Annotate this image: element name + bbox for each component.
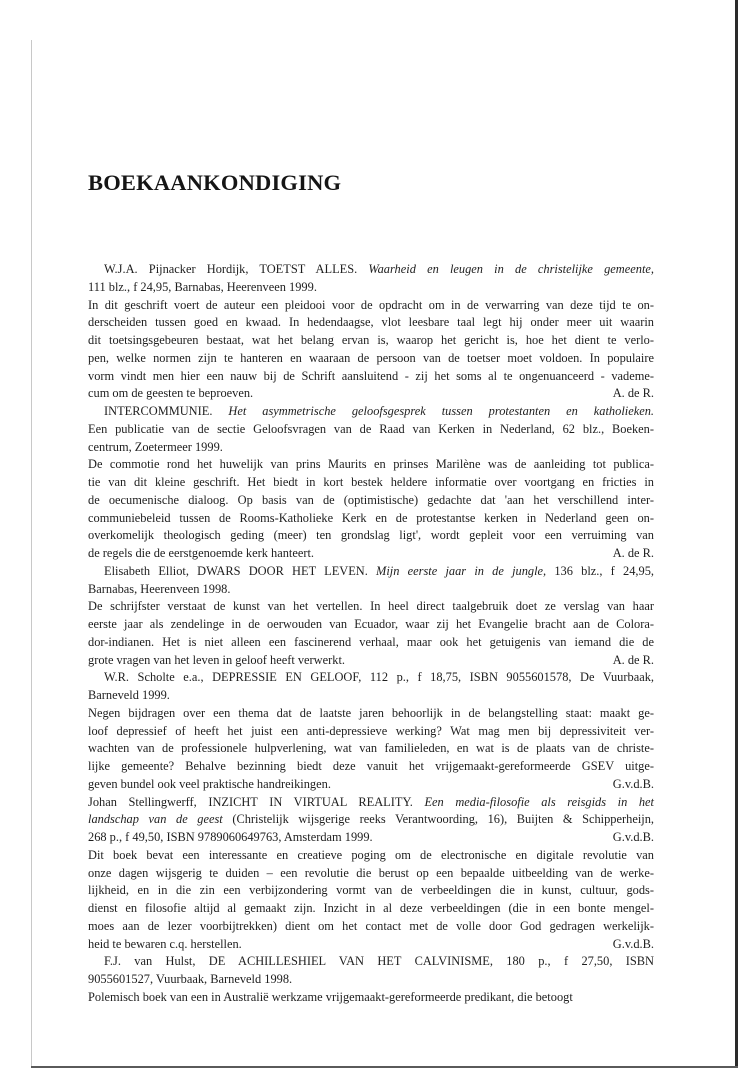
line-text: Johan Stellingwerff, INZICHT IN VIRTUAL REALITY. [88, 794, 425, 809]
italic-title: landschap van de geest [88, 812, 223, 827]
text-line [88, 705, 654, 723]
reviewer-initials: A. de R. [612, 546, 654, 560]
review-text [88, 261, 654, 1007]
line-text: onze dagen wijsgerig te duiden – een revolutie die berust op een bepaalde uitbeelding van de werke- [88, 865, 654, 880]
line-text: derscheiden tussen goed en kwaad. In hedendaagse, vlot leesbare taal legt hij onder meer uit waarin [88, 315, 654, 330]
line-text: dit toetsingsgebeuren bestaat, wat het belang ervan is, waarop het gericht is, hoe het dient te verlo- [88, 333, 654, 347]
text-line [88, 456, 654, 474]
text-line [88, 794, 654, 812]
line-text: geven bundel ook veel praktische handreikingen. [88, 776, 331, 791]
italic-title: Waarheid en leugen in de christelijke gemeente, [368, 262, 654, 276]
reviewer-initials: G.v.d.B. [612, 936, 654, 951]
text-line [88, 279, 654, 297]
line-text: De commotie rond het huwelijk van prins Maurits en prinses Marilène was de aanleiding tot publica- [88, 457, 654, 472]
line-text: Barnabas, Heerenveen 1998. [88, 581, 231, 596]
text-line [88, 368, 654, 386]
text-line [88, 261, 654, 279]
text-line [88, 314, 654, 332]
text-line [88, 403, 654, 421]
text-line [88, 989, 654, 1007]
line-text: loof depressief of heeft het juist een anti-depressieve werking? Wat mag men bij depressiviteit ver- [88, 723, 654, 738]
line-text: pen, welke normen zijn te hanteren en waaraan de persoon van de toetser moet voldoen. In populaire [88, 350, 654, 365]
text-line [88, 865, 654, 883]
text-line [88, 385, 654, 403]
line-text: wachten van de professionele hulpverlening, wat van familieleden, en wat is de plaats van de christe- [88, 741, 654, 756]
line-text: tie van dit kleine geschrift. Het biedt in kort bestek heldere informatie over voortgang en fricties in [88, 475, 654, 489]
text-line [88, 900, 654, 918]
line-text: de regels die de eerstgenoemde kerk hanteert. [88, 546, 315, 560]
text-line [88, 776, 654, 794]
scan-edge-left [31, 40, 32, 1066]
text-line [88, 847, 654, 865]
text-line [88, 545, 654, 563]
text-line [88, 350, 654, 368]
text-line [88, 829, 654, 847]
text-line [88, 740, 654, 758]
text-line [88, 918, 654, 936]
line-text: W.J.A. Pijnacker Hordijk, TOETST ALLES. [104, 262, 369, 276]
line-text: dor-indianen. Het is niet alleen een fascinerend verhaal, maar ook het getuigenis van iemand die de [88, 634, 654, 649]
text-line [88, 297, 654, 315]
line-text: 9055601527, Vuurbaak, Barneveld 1998. [88, 972, 293, 986]
line-text: communiebeleid tussen de Rooms-Katholieke Kerk en de protestantse kerken in Nederland geen on- [88, 510, 654, 525]
reviewer-initials: A. de R. [612, 652, 654, 667]
line-text: F.J. van Hulst, DE ACHILLESHIEL VAN HET CALVINISME, 180 p., f 27,50, ISBN [104, 954, 654, 969]
text-line [88, 510, 654, 528]
line-text: 136 blz., f 24,95, [546, 563, 654, 578]
text-line [88, 563, 654, 581]
italic-title: Een media-filosofie als reisgids in het [424, 794, 654, 809]
reviewer-initials: G.v.d.B. [612, 776, 654, 791]
line-text: grote vragen van het leven in geloof heeft verwerkt. [88, 652, 345, 667]
reviewer-initials: A. de R. [612, 386, 654, 401]
line-text: de oecumenische dialoog. Op basis van de (optimistische) gedachte dat 'aan het verschillend inter- [88, 492, 654, 507]
text-line [88, 953, 654, 971]
text-line [88, 882, 654, 900]
line-text: De schrijfster verstaat de kunst van het vertellen. In heel direct taalgebruik doet ze verslag van haar [88, 599, 654, 614]
text-line [88, 492, 654, 510]
page-title: BOEKAANKONDIGING [88, 170, 342, 195]
line-text: lijke gemeente? Behalve bezinning biedt deze vanuit het vrijgemaakt-gereformeerde GSEV uitge- [88, 759, 654, 773]
text-line [88, 669, 654, 687]
text-line [88, 811, 654, 829]
text-line [88, 652, 654, 670]
text-line [88, 527, 654, 545]
text-line [88, 687, 654, 705]
line-text: 268 p., f 49,50, ISBN 9789060649763, Amsterdam 1999. [88, 830, 373, 844]
text-line [88, 598, 654, 616]
line-text: Polemisch boek van een in Australië werkzame vrijgemaakt-gereformeerde predikant, die betoogt [88, 989, 573, 1004]
line-text: Barneveld 1999. [88, 688, 170, 702]
text-line [88, 758, 654, 776]
line-text: lijkheid, en in die zin een verbijzondering vormt van de verbeeldingen die in kunst, cultuur, gods- [88, 883, 654, 898]
text-line [88, 616, 654, 634]
line-text: dienst en filosofie altijd al gemaakt zijn. Inzicht in al deze verbeeldingen (die in een bonte mengel- [88, 901, 654, 915]
italic-title: Het asymmetrische geloofsgesprek tussen protestanten en katholieken. [228, 404, 654, 418]
line-text: centrum, Zoetermeer 1999. [88, 439, 223, 454]
text-line [88, 581, 654, 599]
text-line [88, 332, 654, 350]
reviewer-initials: G.v.d.B. [612, 830, 654, 844]
text-line [88, 936, 654, 954]
line-text: Negen bijdragen over een thema dat de laatste jaren behoorlijk in de belangstelling staat: maakt ge- [88, 705, 654, 720]
line-text: heid te bewaren c.q. herstellen. [88, 936, 242, 951]
line-text: W.R. Scholte e.a., DEPRESSIE EN GELOOF, 112 p., f 18,75, ISBN 9055601578, De Vuurbaak, [104, 670, 654, 685]
line-text: 111 blz., f 24,95, Barnabas, Heerenveen 1999. [88, 279, 317, 294]
line-text: INTERCOMMUNIE. [104, 404, 229, 418]
text-line [88, 474, 654, 492]
text-line [88, 421, 654, 439]
italic-title: Mijn eerste jaar in de jungle, [376, 563, 547, 578]
line-text: eerste jaar als zendelinge in de oerwouden van Ecuador, waar zij het Evangelie bracht aan de Colora- [88, 617, 654, 631]
line-text: Dit boek bevat een interessante en creatieve poging om de electronische en digitale revolutie van [88, 847, 654, 862]
text-line [88, 723, 654, 741]
line-text: vorm vindt men hier een nauw bij de Schrift aansluitend - zij het soms al te ongenuanceerd - vademe- [88, 368, 654, 383]
line-text: In dit geschrift voert de auteur een pleidooi voor de opdracht om in de verwarring van deze tijd te on- [88, 297, 654, 312]
line-text: overkomelijk theologisch geding (meer) ten grondslag ligt', wordt gepleit voor een verruiming van [88, 528, 654, 543]
line-text: Een publicatie van de sectie Geloofsvragen van de Raad van Kerken in Nederland, 62 blz., Boeken- [88, 421, 654, 436]
line-text: moes aan de lezer voorbijtrekken) dient om het contact met de volle door God gedragen werkelijk- [88, 918, 654, 933]
line-text: (Christelijk wijsgerige reeks Verantwoording, 16), Buijten & Schipperheijn, [222, 812, 654, 827]
line-text: cum om de geesten te beproeven. [88, 386, 254, 401]
text-line [88, 634, 654, 652]
text-line [88, 439, 654, 457]
text-line [88, 971, 654, 989]
line-text: Elisabeth Elliot, DWARS DOOR HET LEVEN. [104, 563, 377, 578]
